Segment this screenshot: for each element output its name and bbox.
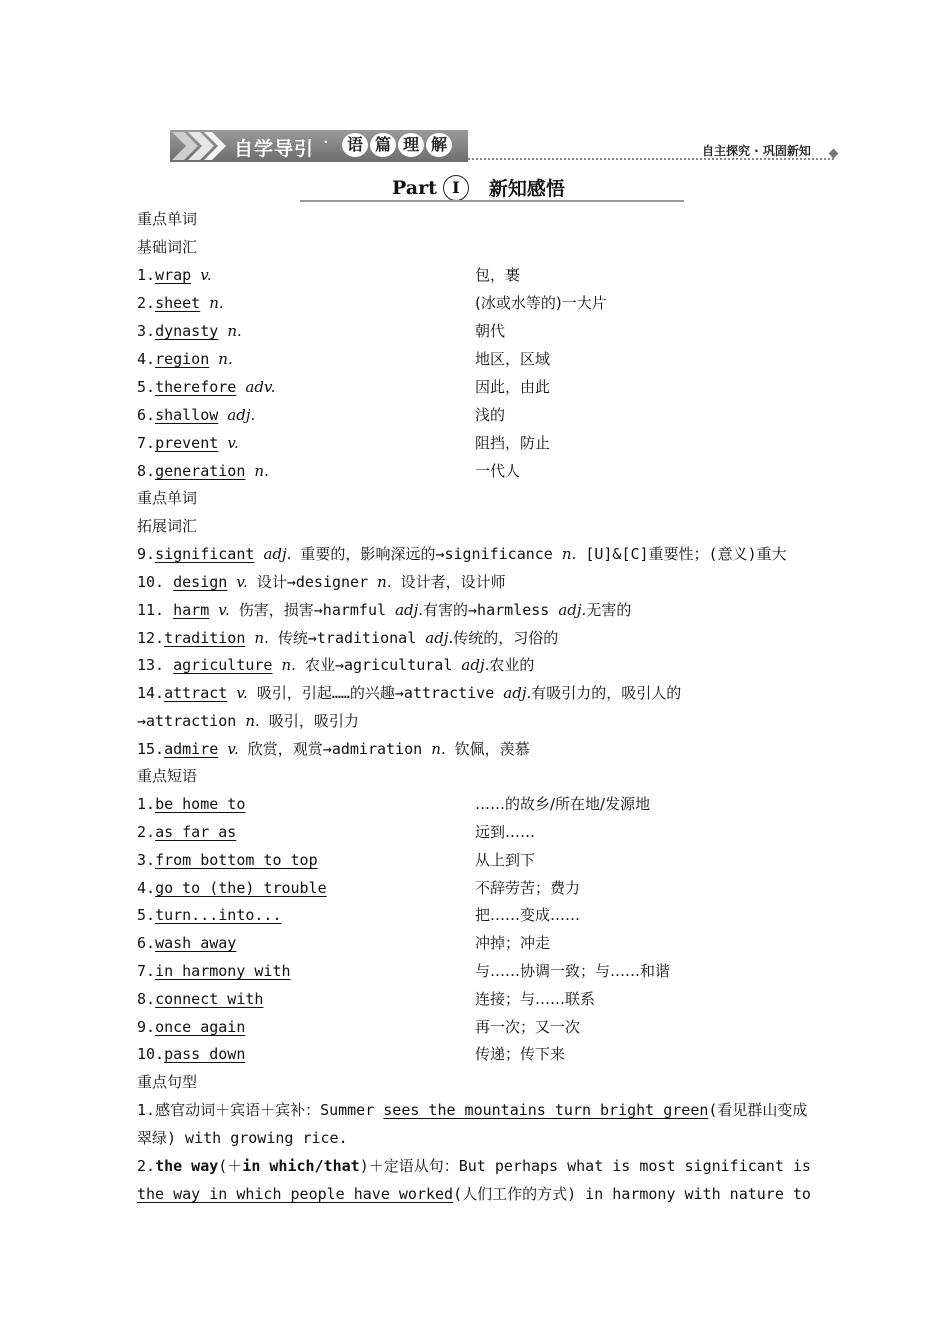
sentence-pattern-continuation: 翠绿) with growing rice. [137,1129,348,1147]
section-subheading: 基础词汇 [137,238,198,256]
part-underline [300,200,684,202]
vocab-item: 3.dynasty n. [137,322,242,340]
phrase-item: 3.from bottom to top [137,851,318,869]
vocab-item: 8.generation n. [137,462,269,480]
phrase-meaning: 连接；与……联系 [475,990,596,1008]
phrase-meaning: 从上到下 [475,851,536,869]
phrase-item: 10.pass down [137,1045,246,1063]
vocab-meaning: 地区，区域 [475,350,551,368]
phrase-meaning: 传递；传下来 [475,1045,566,1063]
sentence-pattern: 2.the way(＋in which/that)＋定语从句：But perhaps what is most significant is [137,1157,811,1175]
phrase-meaning: 把……变成…… [475,906,581,924]
vocab-meaning: 阻挡，防止 [475,434,551,452]
phrase-item: 2.as far as [137,823,237,841]
extended-vocab-item: 11. harm v. 伤害，损害→harmful adj.有害的→harmless adj.无害的 [137,601,632,619]
vocab-item: 4.region n. [137,350,233,368]
vocab-item: 6.shallow adj. [137,406,256,424]
phrase-meaning: 远到…… [475,823,536,841]
extended-vocab-item: 10. design v. 设计→designer n. 设计者，设计师 [137,573,506,591]
banner-char: 篇 [370,133,396,157]
phrase-item: 6.wash away [137,934,237,952]
phrase-meaning: ……的故乡/所在地/发源地 [475,795,651,813]
chevron-arrows-icon [170,130,228,162]
sentence-pattern-continuation: the way in which people have worked(人们工作的方式) in harmony with nature to [137,1185,811,1203]
vocab-meaning: 包，裹 [475,266,521,284]
phrase-item: 9.once again [137,1018,246,1036]
extended-vocab-item: 9.significant adj. 重要的，影响深远的→significance n. [U]&[C]重要性；(意义)重大 [137,545,787,563]
vocab-meaning: 因此，由此 [475,378,551,396]
phrase-meaning: 再一次；又一次 [475,1018,581,1036]
part-title [392,174,565,201]
vocab-item: 7.prevent v. [137,434,239,452]
section-banner [170,130,468,162]
vocab-meaning: (冰或水等的)一大片 [475,294,607,312]
phrase-item: 5.turn...into... [137,906,282,924]
extended-vocab-item: 15.admire v. 欣赏，观赏→admiration n. 钦佩，羡慕 [137,740,530,758]
extended-vocab-item: 14.attract v. 吸引，引起……的兴趣→attractive adj.有吸引力的，吸引人的 [137,684,682,702]
phrase-item: 7.in harmony with [137,962,291,980]
part-numeral: Ⅰ [443,175,469,201]
section-heading: 重点单词 [137,210,198,228]
vocab-meaning: 浅的 [475,406,506,424]
phrase-meaning: 不辞劳苦；费力 [475,879,581,897]
vocab-meaning: 朝代 [475,322,506,340]
vocab-item: 1.wrap v. [137,266,212,284]
extended-vocab-item: 12.tradition n. 传统→traditional adj.传统的，习俗的 [137,629,559,647]
extended-vocab-item: 13. agriculture n. 农业→agricultural adj.农业的 [137,656,535,674]
sentence-pattern: 1.感官动词＋宾语＋宾补：Summer sees the mountains turn bright green(看见群山变成 [137,1101,808,1119]
banner-right-label [342,133,452,157]
banner-separator: · [323,132,329,153]
part-label: Part [392,176,437,199]
header-right-label: 自主探究 · 巩固新知 [702,144,811,158]
vocab-item: 2.sheet n. [137,294,224,312]
diamond-icon [829,149,839,159]
phrase-meaning: 与……协调一致；与……和谐 [475,962,671,980]
section-heading: 重点短语 [137,767,198,785]
phrase-item: 4.go to (the) trouble [137,879,327,897]
phrase-item: 1.be home to [137,795,246,813]
section-heading: 重点单词 [137,489,198,507]
banner-char: 语 [342,133,368,157]
vocab-meaning: 一代人 [475,462,521,480]
vocab-item: 5.therefore adv. [137,378,276,396]
extended-vocab-continuation: →attraction n. 吸引，吸引力 [137,712,359,730]
section-subheading: 拓展词汇 [137,517,198,535]
banner-char: 解 [426,133,452,157]
part-heading: 新知感悟 [488,178,565,200]
banner-left-label: 自学导引 [234,138,315,160]
section-heading: 重点句型 [137,1073,198,1091]
phrase-meaning: 冲掉；冲走 [475,934,551,952]
banner-char: 理 [398,133,424,157]
phrase-item: 8.connect with [137,990,264,1008]
